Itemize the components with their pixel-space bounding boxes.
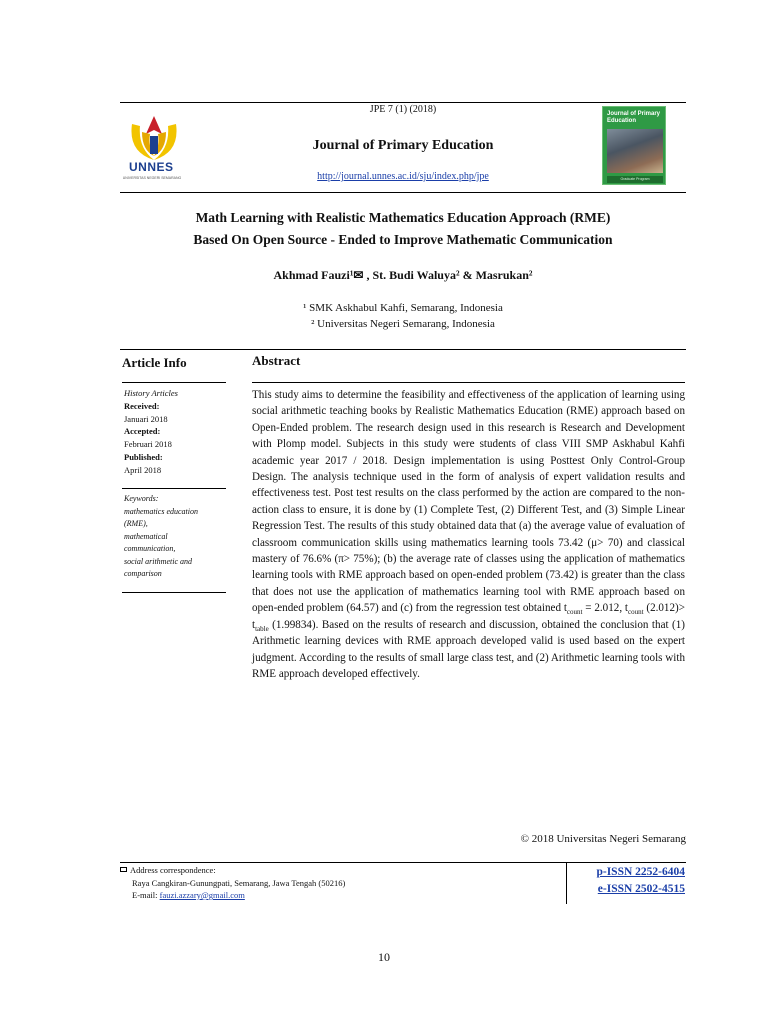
affiliation-2: ² Universitas Negeri Semarang, Indonesia	[311, 318, 495, 330]
authors: Akhmad Fauzi¹✉ , St. Budi Waluya² & Masrukan²	[273, 268, 533, 282]
section-rule	[120, 349, 686, 350]
published-date: April 2018	[124, 464, 162, 475]
keywords	[124, 493, 228, 581]
envelope-icon	[120, 867, 127, 872]
accepted-label: Accepted:	[124, 426, 161, 437]
journal-name: Journal of Primary Education	[312, 138, 494, 153]
keyword-item: comparison	[124, 569, 162, 578]
footer-divider	[566, 862, 567, 904]
logo-text: UNNES	[129, 160, 174, 174]
article-info-heading: Article Info	[122, 355, 187, 370]
abstract-part-2: = 2.012, t	[582, 602, 628, 615]
email-link[interactable]: fauzi.azzary@gmail.com	[159, 890, 245, 900]
address-label: Address correspondence:	[130, 865, 216, 875]
copyright: © 2018 Universitas Negeri Semarang	[520, 833, 686, 845]
header-rule	[120, 192, 686, 193]
keywords-rule	[122, 592, 226, 593]
keyword-item: social arithmetic and	[124, 556, 192, 566]
page-number: 10	[378, 950, 390, 964]
issue-label: JPE 7 (1) (2018)	[369, 104, 437, 115]
article-title-line2: Based On Open Source - Ended to Improve Mathematic Communication	[193, 232, 613, 247]
email-row	[120, 889, 560, 902]
published-label: Published:	[124, 451, 163, 462]
cover-footer: Graduate Program	[607, 176, 663, 183]
footer-rule	[120, 862, 686, 863]
subscript-count: count	[628, 608, 644, 617]
keywords-label: Keywords:	[124, 494, 159, 503]
history-articles	[124, 387, 228, 477]
abstract-part-3: (2.012)> t	[252, 602, 685, 631]
history-rule	[122, 488, 226, 489]
abstract-part-4: (1.99834). Based on the results of research and discussion, obtained the conclusion that (1) Arithmetic learning devices with RME approach developed valid is used based on the expert judgment. According to the results of small large class test, and (2) Arithmetic learning tools with RME approach developed effectively.	[252, 618, 685, 680]
subscript-count: count	[566, 608, 583, 617]
logo-subtitle: UNIVERSITAS NEGERI SEMARANG	[122, 176, 182, 180]
cover-title: Journal of Primary Education	[607, 111, 661, 124]
received-label: Received:	[124, 400, 160, 411]
abstract-rule	[252, 382, 685, 383]
correspondence-row	[120, 864, 560, 877]
affiliation-1: ¹ SMK Askhabul Kahfi, Semarang, Indonesia	[303, 302, 503, 314]
cover-photo	[607, 129, 663, 173]
article-info-rule	[122, 382, 226, 383]
keyword-item: mathematical	[124, 531, 168, 541]
keyword-item: (RME),	[124, 519, 148, 528]
address: Raya Cangkiran-Gunungpati, Semarang, Jawa Tengah (50216)	[132, 877, 346, 888]
journal-cover	[602, 106, 666, 185]
history-label: History Articles	[124, 388, 178, 398]
top-rule	[120, 102, 686, 103]
abstract-part-1: This study aims to determine the feasibility and effectiveness of the application of learning using social arithmetic teaching books by Realistic Mathematics Education (RME) approach based on Open-Ended problem. The research design used in this research is Research and Development with Plomp model. Subjects in this study were students of class VIII SMP Askhabul Kahfi academic year 2017 / 2018. Design implementation is using Posttest Only Control-Group Design. The analysis technique used in the form of analysis of expert validation results and effectiveness test. Post test results on the class performed by the action are compared to the non-action class to ensure, it is done by (1) Complete Test, (2) Different Test, and (3) Simple Linear Regression Test. The results of this study obtained data that (a) the average value of evaluation of classroom communication skills using mathematics learning tools 73.42 (μ> 70) and classical mastery of 76.6% (π> 75%); (b) the average rate of classes using the application of mathematics learning tools with RME approach based on open-ended problem (73.42) is greater than the class that does not use the application of mathematics learning tool with RME approach based on open-ended problem (64.57) and (c) from the regression test obtained t	[252, 389, 685, 615]
keyword-item: mathematics education	[124, 506, 198, 516]
abstract-heading: Abstract	[252, 353, 301, 368]
accepted-date: Februari 2018	[124, 439, 172, 450]
email-label: E-mail:	[132, 890, 160, 900]
subscript-table: table	[255, 624, 269, 633]
article-title	[120, 207, 686, 251]
abstract-text	[252, 387, 685, 682]
p-issn-link[interactable]: p-ISSN 2252-6404	[596, 866, 685, 878]
received-date: Januari 2018	[124, 413, 168, 424]
e-issn-link[interactable]: e-ISSN 2502-4515	[597, 883, 685, 895]
correspondence	[120, 864, 560, 902]
keyword-item: communication,	[124, 544, 176, 553]
journal-url-link[interactable]: http://journal.unnes.ac.id/sju/index.php/jpe	[317, 171, 489, 182]
article-title-line1: Math Learning with Realistic Mathematics Education Approach (RME)	[195, 210, 611, 225]
